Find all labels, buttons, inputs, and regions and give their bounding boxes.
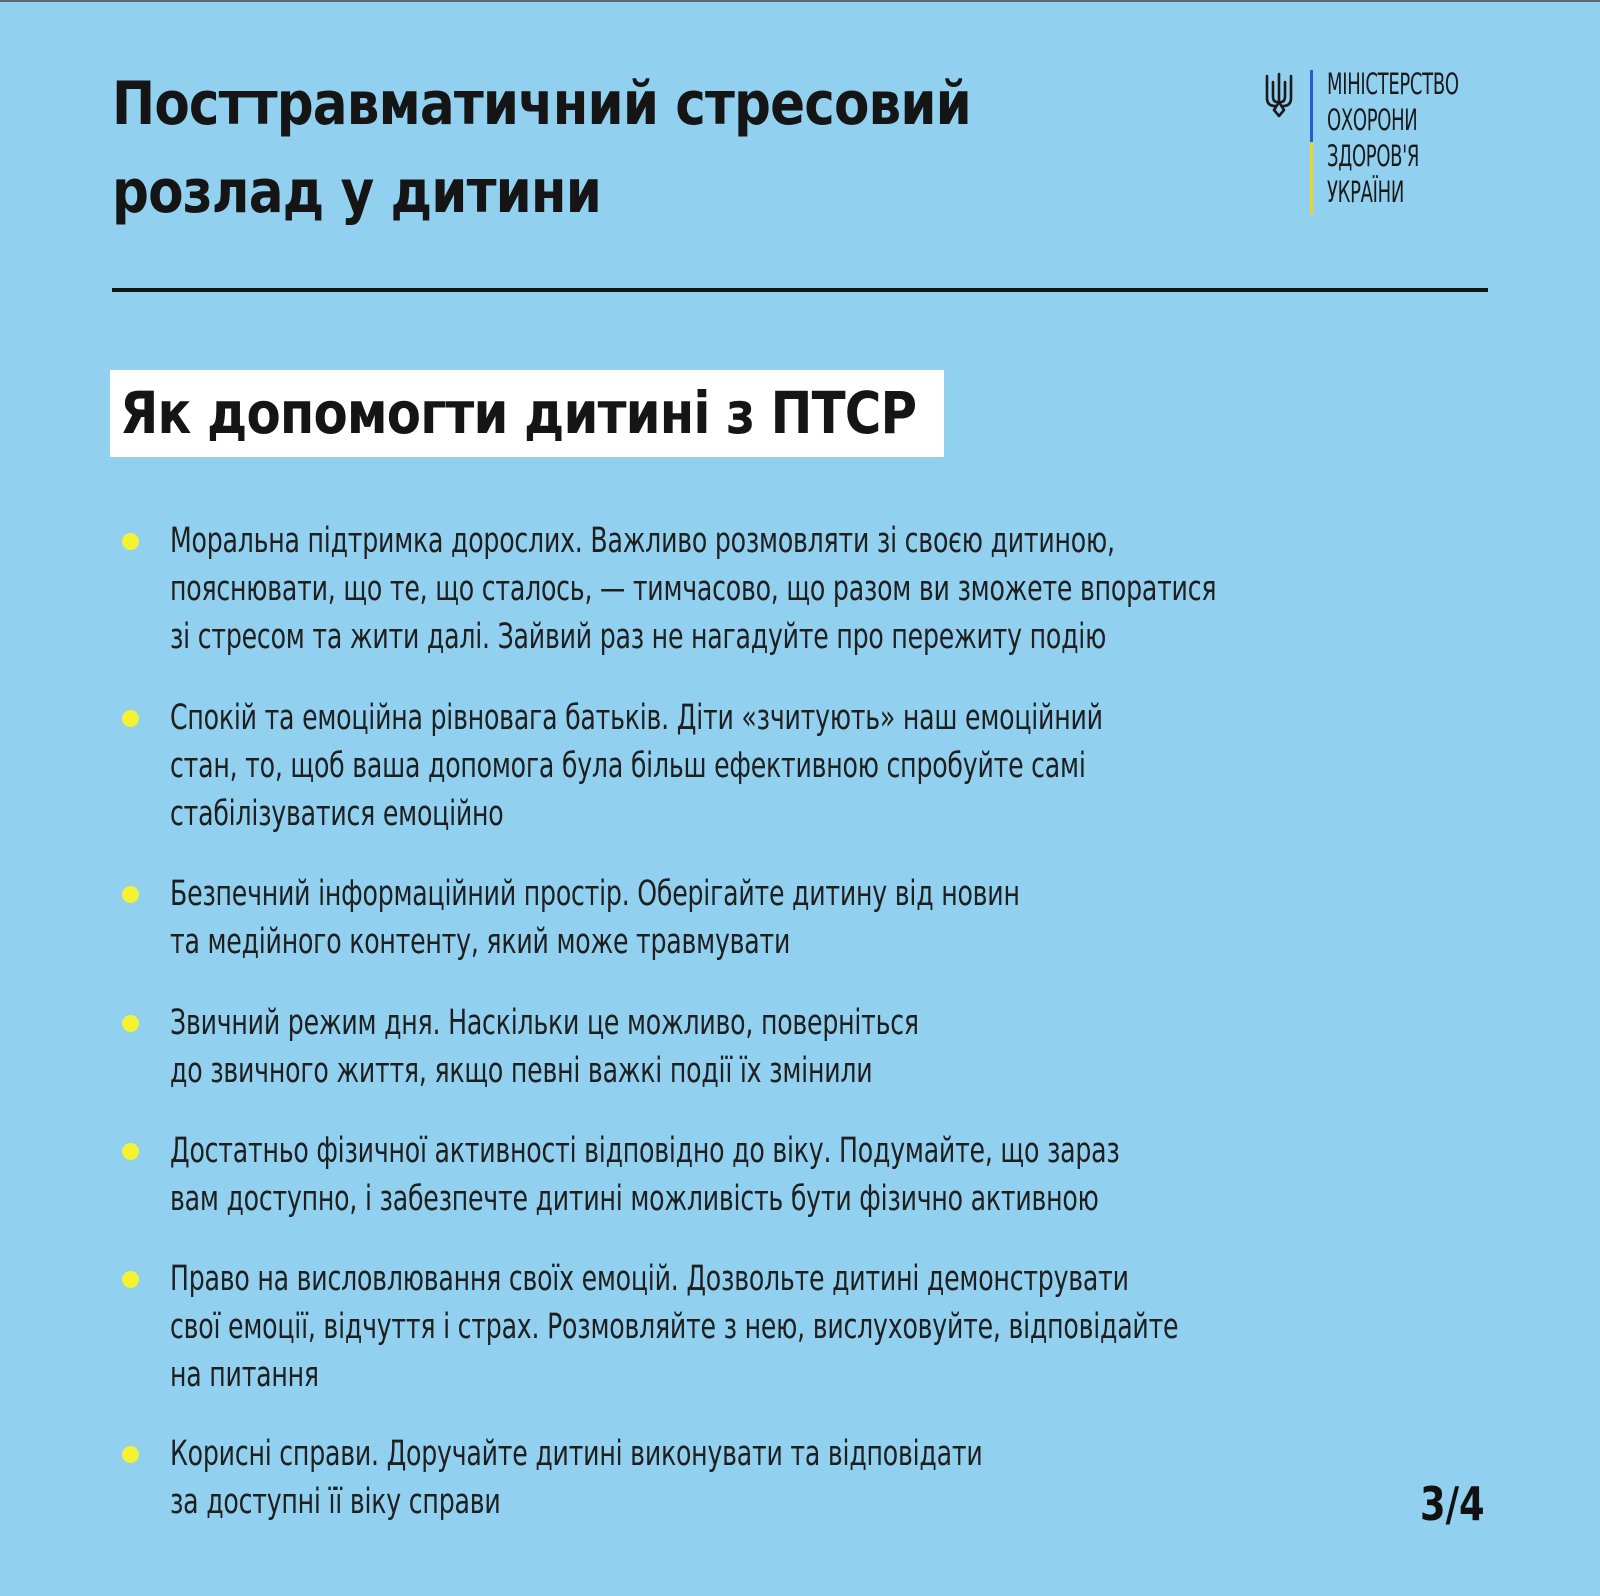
list-item-text <box>170 1430 1452 1526</box>
list-item-line: на питання <box>170 1355 319 1395</box>
list-item-text <box>170 517 1452 661</box>
ministry-name <box>1327 66 1459 210</box>
section-heading: Як допомогти дитині з ПТСР <box>120 379 917 447</box>
trident-icon <box>1264 72 1294 118</box>
title-line-1: Посттравматичний стресовий <box>112 69 971 139</box>
bullet-dot <box>122 886 139 903</box>
list-item <box>170 517 1460 661</box>
ministry-line-4: УКРАЇНИ <box>1327 175 1404 209</box>
ministry-line-3: ЗДОРОВ'Я <box>1327 139 1420 173</box>
list-item-text <box>170 999 1452 1095</box>
list-item-line: свої емоції, відчуття і страх. Розмовляйте з нею, вислуховуйте, відповідайте <box>170 1307 1179 1347</box>
list-item-line: Спокій та емоційна рівновага батьків. Діти «зчитують» наш емоційний <box>170 698 1103 738</box>
list-item-text <box>170 694 1452 838</box>
section-heading-box <box>110 370 944 457</box>
list-item <box>170 870 1460 966</box>
list-item <box>170 694 1460 838</box>
ministry-logo <box>1264 66 1504 216</box>
flag-bar <box>1310 70 1313 214</box>
bullet-dot <box>122 1446 139 1463</box>
list-item-line: Звичний режим дня. Наскільки це можливо, поверніться <box>170 1003 919 1043</box>
list-item <box>170 1127 1460 1223</box>
list-item-line: Достатньо фізичної активності відповідно до віку. Подумайте, що зараз <box>170 1131 1120 1171</box>
bullet-dot <box>122 1271 139 1288</box>
list-item-line: стабілізуватися емоційно <box>170 794 504 834</box>
list-item-line: стан, то, щоб ваша допомога була більш ефективною спробуйте самі <box>170 746 1086 786</box>
list-item-line: вам доступно, і забезпечте дитині можливість бути фізично активною <box>170 1179 1099 1219</box>
list-item-line: та медійного контенту, який може травмувати <box>170 922 791 962</box>
list-item-text <box>170 1255 1452 1399</box>
title-line-2: розлад у дитини <box>112 157 602 227</box>
list-item-text <box>170 870 1452 966</box>
list-item-line: Право на висловлювання своїх емоцій. Дозвольте дитині демонструвати <box>170 1259 1129 1299</box>
bullet-dot <box>122 1143 139 1160</box>
list-item-line: Моральна підтримка дорослих. Важливо розмовляти зі своєю дитиною, <box>170 521 1115 561</box>
list-item-line: Корисні справи. Доручайте дитині виконувати та відповідати <box>170 1434 983 1474</box>
ministry-line-2: ОХОРОНИ <box>1327 103 1418 137</box>
list-item-line: пояснювати, що те, що сталось, — тимчасово, що разом ви зможете впоратися <box>170 569 1217 609</box>
page-title <box>112 60 972 236</box>
bullet-dot <box>122 710 139 727</box>
list-item-text <box>170 1127 1452 1223</box>
list-item-line: до звичного життя, якщо певні важкі події їх змінили <box>170 1051 873 1091</box>
bullet-dot <box>122 1015 139 1032</box>
list-item <box>170 999 1460 1095</box>
header-divider <box>112 288 1488 292</box>
list-item-line: Безпечний інформаційний простір. Оберігайте дитину від новин <box>170 874 1020 914</box>
list-item-line: зі стресом та жити далі. Зайвий раз не нагадуйте про пережиту подію <box>170 617 1107 657</box>
bullet-dot <box>122 533 139 550</box>
list-item <box>170 1430 1460 1526</box>
list-item-line: за доступні її віку справи <box>170 1482 501 1522</box>
page-number: 3/4 <box>1420 1477 1485 1531</box>
list-item <box>170 1255 1460 1399</box>
ministry-line-1: МІНІСТЕРСТВО <box>1327 67 1459 101</box>
